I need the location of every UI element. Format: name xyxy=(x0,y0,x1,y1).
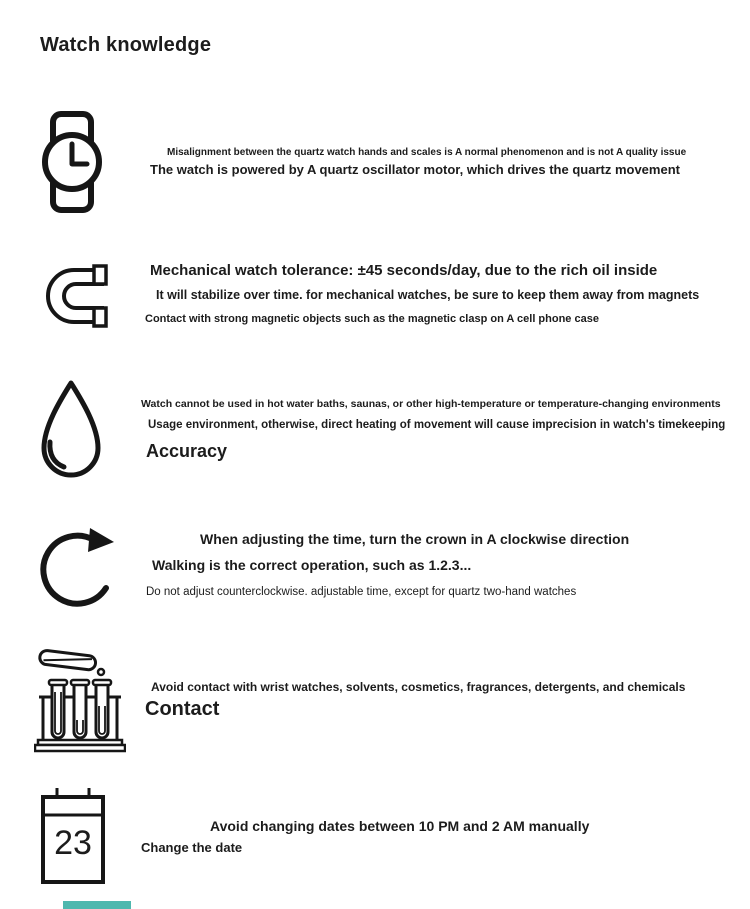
magnet-note-main: Mechanical watch tolerance: ±45 seconds/day, due to the rich oil inside xyxy=(150,262,658,279)
date-note-main: Avoid changing dates between 10 PM and 2 AM manually xyxy=(210,818,590,834)
contact-note-main: Avoid contact with wrist watches, solvents, cosmetics, fragrances, detergents, and chemicals xyxy=(151,680,686,694)
accuracy-heading: Accuracy xyxy=(146,441,228,461)
quartz-note-main: The watch is powered by A quartz oscillator motor, which drives the quartz movement xyxy=(150,162,680,177)
page-title: Watch knowledge xyxy=(40,34,212,56)
accuracy-note-mid: Usage environment, otherwise, direct heating of movement will cause imprecision in watch's timekeeping xyxy=(148,419,726,431)
quartz-note-small: Misalignment between the quartz watch hands and scales is A normal phenomenon and is not A quality issue xyxy=(167,147,687,158)
magnet-icon xyxy=(40,264,110,328)
wristwatch-icon xyxy=(41,110,103,214)
adjust-note-main: When adjusting the time, turn the crown in A clockwise direction xyxy=(200,531,630,547)
magnet-note-small: Contact with strong magnetic objects such as the magnetic clasp on A cell phone case xyxy=(145,313,599,325)
accuracy-note-small: Watch cannot be used in hot water baths, saunas, or other high-temperature or temperature-changing environments xyxy=(141,398,721,410)
adjust-note-mid: Walking is the correct operation, such as 1.2.3... xyxy=(152,557,472,573)
water-drop-icon xyxy=(36,378,106,482)
magnet-note-mid: It will stabilize over time. for mechanical watches, be sure to keep them away from magnets xyxy=(156,288,700,302)
adjust-note-small: Do not adjust counterclockwise. adjustable time, except for quartz two-hand watches xyxy=(146,586,577,598)
date-note-sub: Change the date xyxy=(141,840,243,855)
clockwise-arrow-icon xyxy=(38,520,122,610)
teal-accent-bar xyxy=(63,901,131,909)
contact-heading: Contact xyxy=(145,698,220,720)
test-tubes-icon xyxy=(34,644,126,754)
calendar-day-number: 23 xyxy=(54,824,92,862)
